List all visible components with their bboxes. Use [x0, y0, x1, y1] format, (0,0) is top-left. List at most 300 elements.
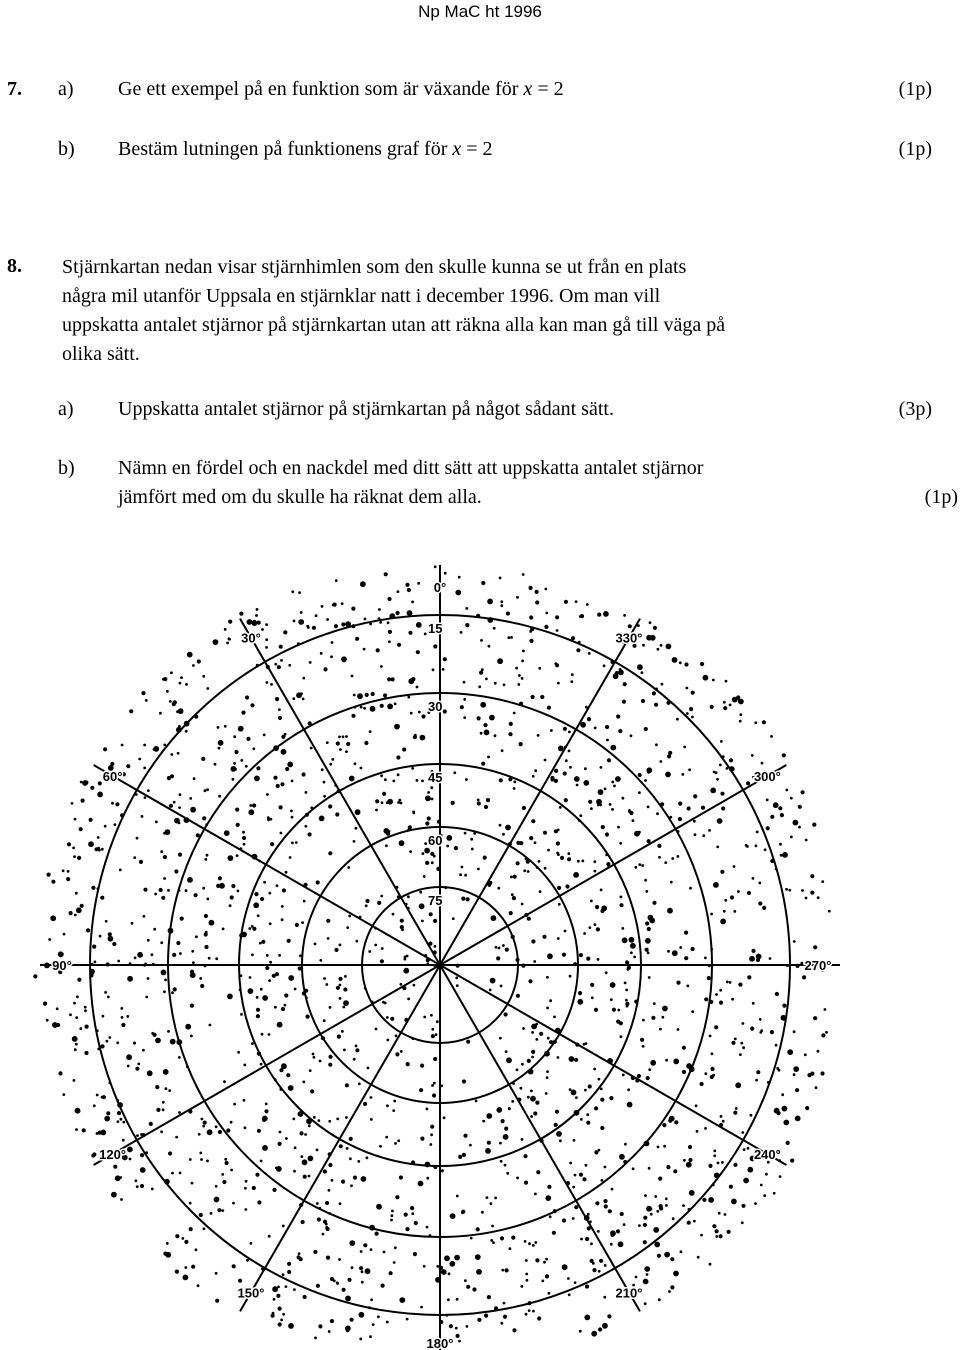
star [573, 1139, 576, 1142]
star [278, 1322, 282, 1326]
star [147, 789, 150, 792]
star [218, 1130, 222, 1134]
star [278, 1307, 282, 1311]
star [679, 661, 682, 664]
star [513, 787, 516, 790]
star [349, 1157, 352, 1160]
star [363, 1102, 367, 1106]
star [798, 826, 801, 829]
star [295, 841, 298, 844]
star [755, 1079, 758, 1082]
star [643, 1216, 647, 1220]
star [282, 1313, 285, 1316]
star [715, 771, 718, 774]
star [147, 1070, 153, 1076]
star [355, 940, 358, 943]
star [544, 867, 547, 870]
star [544, 588, 547, 591]
star [533, 960, 536, 963]
star [279, 1131, 282, 1134]
star [268, 1033, 271, 1036]
star [423, 875, 426, 878]
star [548, 1292, 551, 1295]
star [610, 998, 613, 1001]
star [681, 773, 684, 776]
star [436, 1265, 439, 1268]
star [603, 664, 606, 667]
star [485, 678, 488, 681]
star [308, 832, 312, 836]
star [355, 637, 359, 641]
star [160, 850, 163, 853]
star [90, 786, 94, 790]
star [489, 715, 495, 721]
star [475, 1254, 481, 1260]
subquestion-label: a) [58, 398, 74, 420]
star [73, 855, 76, 858]
star [626, 1005, 629, 1008]
azimuth-line [94, 965, 440, 1165]
star [206, 1160, 209, 1163]
star [272, 1188, 276, 1192]
star [407, 696, 410, 699]
star [512, 896, 516, 900]
star [662, 1016, 665, 1019]
azimuth-label: 120° [99, 1147, 127, 1162]
star [273, 1298, 276, 1301]
azimuth-line [440, 965, 640, 1311]
star [387, 677, 391, 681]
star [96, 1132, 99, 1135]
star [365, 693, 369, 697]
star [425, 861, 429, 865]
star [569, 1088, 572, 1091]
star [331, 758, 334, 761]
star [430, 786, 433, 789]
star [609, 803, 612, 806]
star [200, 984, 204, 988]
star [720, 740, 723, 743]
star [693, 794, 697, 798]
star [410, 1206, 414, 1210]
star [689, 1190, 695, 1196]
star [464, 832, 467, 835]
star [288, 1323, 294, 1329]
star [708, 1164, 712, 1168]
star [84, 1051, 88, 1055]
star [670, 1285, 674, 1289]
star [693, 820, 696, 823]
star [641, 699, 645, 703]
star [598, 789, 604, 795]
star [616, 1020, 620, 1024]
star [788, 889, 791, 892]
star [430, 1133, 433, 1136]
star [293, 620, 296, 623]
star [531, 1024, 537, 1030]
star [346, 742, 350, 746]
star [527, 1096, 530, 1099]
star [366, 1156, 369, 1159]
star [217, 726, 220, 729]
star [62, 869, 65, 872]
star [322, 1233, 325, 1236]
star [689, 887, 692, 890]
star [615, 671, 619, 675]
star [616, 1229, 620, 1233]
star [98, 781, 102, 785]
star [621, 927, 624, 930]
star [265, 966, 269, 970]
star [574, 1174, 577, 1177]
star [793, 1066, 799, 1072]
star [191, 1182, 194, 1185]
star [700, 1234, 703, 1237]
star [354, 762, 357, 765]
star [360, 767, 363, 770]
star [331, 641, 334, 644]
star [493, 627, 496, 630]
star [471, 848, 474, 851]
star [355, 827, 358, 830]
star [197, 659, 201, 663]
star [494, 734, 497, 737]
star [331, 1179, 334, 1182]
star [104, 1116, 110, 1122]
star [720, 870, 724, 874]
star [221, 1209, 224, 1212]
star [688, 1158, 692, 1162]
star [260, 1160, 263, 1163]
star [641, 864, 644, 867]
star [697, 1256, 700, 1259]
azimuth-line [440, 619, 640, 965]
star [113, 1165, 117, 1169]
star [487, 1295, 491, 1299]
star [643, 1223, 647, 1227]
star [574, 1205, 578, 1209]
star [377, 1315, 380, 1318]
star [430, 1125, 434, 1129]
star [230, 1121, 233, 1124]
star [618, 669, 624, 675]
star [306, 1015, 310, 1019]
star [801, 790, 805, 794]
star [327, 937, 330, 940]
star [170, 671, 173, 674]
star [209, 1024, 212, 1027]
star [429, 1143, 432, 1146]
star [717, 1162, 720, 1165]
star [178, 806, 181, 809]
star [404, 1213, 408, 1217]
star [179, 682, 182, 685]
star [509, 722, 513, 726]
intro-line: några mil utanför Uppsala en stjärnklar natt i december 1996. Om man vill [62, 285, 661, 307]
star [568, 750, 571, 753]
star [345, 1116, 348, 1119]
intro-line: olika sätt. [62, 343, 140, 365]
star [700, 1082, 704, 1086]
star [180, 917, 184, 921]
star [420, 735, 426, 741]
star [586, 1121, 590, 1125]
star [466, 1325, 469, 1328]
star [623, 682, 627, 686]
star [256, 1008, 260, 1012]
star [743, 1148, 746, 1151]
star [510, 876, 513, 879]
star [723, 910, 726, 913]
star [51, 880, 55, 884]
star [386, 1321, 389, 1324]
star [269, 922, 272, 925]
star [89, 818, 93, 822]
star [656, 812, 659, 815]
azimuth-label: 180° [426, 1336, 454, 1350]
star [361, 1176, 367, 1182]
star [310, 1089, 314, 1093]
star [226, 1128, 230, 1132]
star [61, 953, 64, 956]
star [230, 1169, 233, 1172]
star [187, 877, 193, 883]
star [532, 1244, 535, 1247]
star [300, 611, 303, 614]
star [521, 1063, 524, 1066]
star [461, 866, 464, 869]
star [184, 1240, 188, 1244]
star [715, 1235, 718, 1238]
star [163, 832, 166, 835]
star [666, 1165, 670, 1169]
star [664, 861, 667, 864]
star [97, 836, 100, 839]
star [582, 1177, 586, 1181]
star [618, 1241, 624, 1247]
star [358, 1082, 361, 1085]
star [161, 970, 167, 976]
star [392, 913, 395, 916]
star [547, 1185, 551, 1189]
star [432, 668, 435, 671]
star [530, 1096, 536, 1102]
star [463, 716, 466, 719]
star [291, 780, 294, 783]
star [72, 847, 75, 850]
star [682, 1204, 685, 1207]
star [490, 1202, 493, 1205]
star [434, 565, 437, 568]
star [529, 615, 533, 619]
star [532, 775, 535, 778]
star [368, 950, 371, 953]
star [74, 1048, 77, 1051]
star [601, 905, 607, 911]
star [431, 861, 434, 864]
star [547, 706, 551, 710]
star [365, 904, 368, 907]
star [291, 590, 294, 593]
star [601, 825, 605, 829]
star [458, 1155, 462, 1159]
star [287, 1270, 291, 1274]
star [761, 762, 764, 765]
star [104, 825, 107, 828]
star [719, 989, 722, 992]
star [703, 675, 709, 681]
star [581, 860, 584, 863]
star [654, 703, 658, 707]
star [387, 704, 393, 710]
star [343, 1000, 349, 1006]
star [287, 762, 293, 768]
star [612, 1008, 616, 1012]
star [421, 780, 424, 783]
star [458, 1340, 461, 1343]
star [450, 1213, 456, 1219]
star [737, 890, 740, 893]
star [233, 762, 236, 765]
star [456, 1195, 459, 1198]
star [547, 953, 553, 959]
star [67, 870, 70, 873]
star [218, 740, 224, 746]
star [155, 1085, 159, 1089]
star [252, 927, 256, 931]
star [286, 1073, 290, 1077]
star [534, 769, 537, 772]
star [175, 1270, 179, 1274]
star [58, 1071, 62, 1075]
star [142, 1049, 145, 1052]
star [52, 1022, 58, 1028]
star [189, 1202, 192, 1205]
star [423, 1265, 426, 1268]
star [736, 695, 740, 699]
star [513, 712, 516, 715]
star [802, 975, 806, 979]
star [357, 1160, 360, 1163]
star [779, 843, 782, 846]
star [521, 677, 524, 680]
star [431, 1034, 435, 1038]
star [341, 602, 344, 605]
star [442, 668, 445, 671]
star [433, 855, 436, 858]
star [195, 1248, 198, 1251]
star [766, 799, 769, 802]
star [316, 880, 320, 884]
star [215, 1299, 219, 1303]
star [260, 897, 264, 901]
star [261, 940, 265, 944]
star [709, 1263, 712, 1266]
star [579, 615, 582, 618]
star [252, 803, 256, 807]
star [386, 1039, 389, 1042]
star [538, 860, 541, 863]
star [586, 957, 590, 961]
star [500, 1160, 503, 1163]
star [721, 1161, 724, 1164]
star [292, 697, 295, 700]
star [79, 827, 83, 831]
star [96, 1094, 99, 1097]
star [499, 1037, 502, 1040]
star [564, 798, 568, 802]
star [584, 1089, 587, 1092]
star [488, 645, 491, 648]
star [613, 747, 616, 750]
star [484, 1314, 488, 1318]
star [215, 957, 218, 960]
star [224, 628, 227, 631]
star [565, 884, 569, 888]
star [397, 590, 400, 593]
question-text: Uppskatta antalet stjärnor på stjärnkartan på något sådant sätt. [118, 398, 614, 420]
star [704, 957, 707, 960]
star [351, 1266, 354, 1269]
star [136, 1185, 139, 1188]
star [712, 679, 715, 682]
star [319, 816, 325, 822]
star [33, 974, 37, 978]
star [280, 659, 283, 662]
star [276, 1294, 280, 1298]
star [661, 683, 664, 686]
star [265, 623, 268, 626]
star [224, 830, 230, 836]
star [385, 1136, 388, 1139]
star [391, 1214, 394, 1217]
star [176, 941, 180, 945]
star [345, 1083, 349, 1087]
star [463, 698, 466, 701]
star [477, 801, 481, 805]
star [477, 716, 481, 720]
star [472, 1287, 476, 1291]
star [318, 1324, 322, 1328]
star [226, 642, 229, 645]
star [336, 986, 340, 990]
star [684, 931, 688, 935]
star [266, 681, 269, 684]
star [480, 702, 486, 708]
star [481, 762, 485, 766]
star [466, 897, 470, 901]
star [321, 605, 324, 608]
star [583, 932, 586, 935]
star [446, 845, 449, 848]
star [452, 917, 455, 920]
star [399, 840, 405, 846]
star [126, 764, 130, 768]
star [353, 1058, 356, 1061]
star [630, 734, 633, 737]
star [345, 735, 348, 738]
star [664, 1252, 670, 1258]
star [102, 1095, 106, 1099]
star [202, 1125, 205, 1128]
star [280, 782, 284, 786]
star [99, 935, 102, 938]
star [392, 1109, 395, 1112]
star [763, 1194, 766, 1197]
star [549, 999, 552, 1002]
star [522, 573, 525, 576]
star [778, 806, 782, 810]
